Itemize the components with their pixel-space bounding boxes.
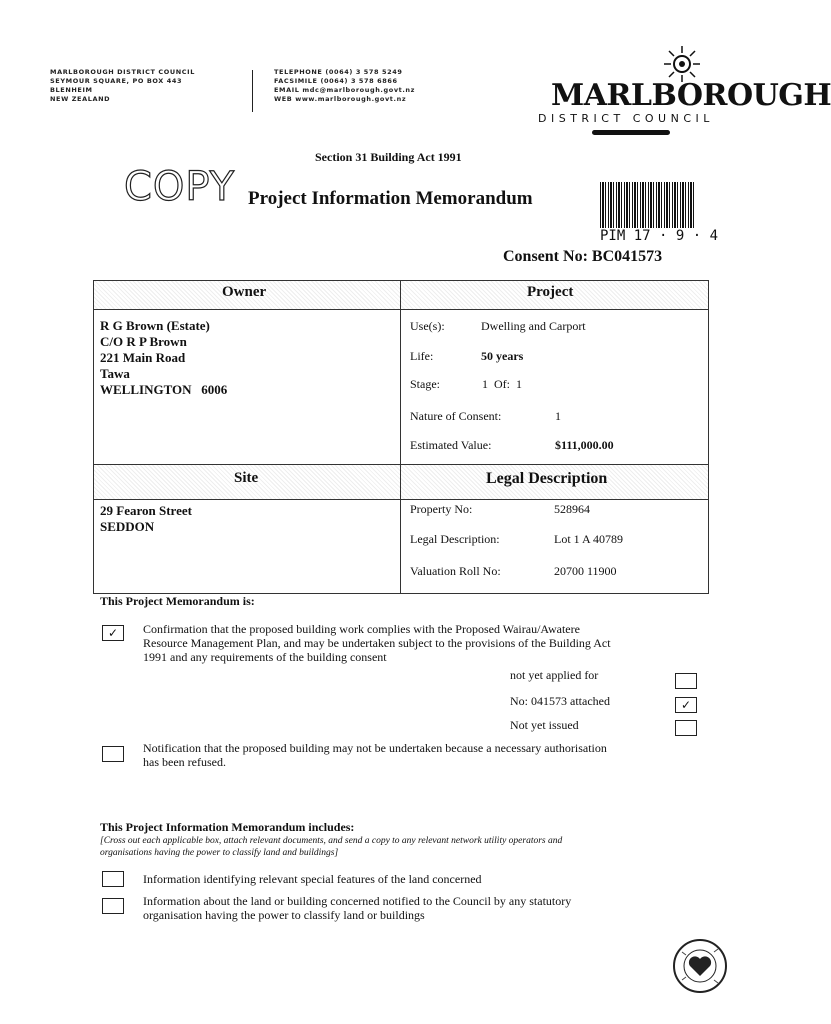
logo-swoosh xyxy=(592,130,670,135)
contact-phone: TELEPHONE (0064) 3 578 5249 xyxy=(274,68,403,76)
option-not-issued-label: Not yet issued xyxy=(510,718,579,732)
legal-header: Legal Description xyxy=(486,470,608,487)
section-heading: Section 31 Building Act 1991 xyxy=(315,150,462,164)
owner-city: WELLINGTON 6006 xyxy=(100,382,228,397)
legal-description-value: Lot 1 A 40789 xyxy=(554,532,624,546)
option-not-issued-checkbox[interactable] xyxy=(675,720,697,736)
owner-project-table xyxy=(93,280,709,466)
owner-care-of: C/O R P Brown xyxy=(100,334,187,349)
header-divider xyxy=(252,70,253,112)
option-not-applied-label: not yet applied for xyxy=(510,668,599,682)
confirmation-checkbox[interactable]: ✓ xyxy=(102,625,124,641)
includes-note xyxy=(100,835,562,859)
includes-heading: This Project Information Memorandum includes: xyxy=(100,820,355,834)
address-line: SEYMOUR SQUARE, PO BOX 443 xyxy=(50,77,183,85)
confirmation-line: 1991 and any requirements of the building consent xyxy=(143,650,387,664)
statutory-info-checkbox[interactable] xyxy=(102,898,124,914)
council-contact xyxy=(274,68,415,104)
contact-email: EMAIL mdc@marlborough.govt.nz xyxy=(274,86,416,94)
special-features-checkbox[interactable] xyxy=(102,871,124,887)
option-not-applied-checkbox[interactable] xyxy=(675,673,697,689)
notification-line: Notification that the proposed building may not be undertaken because a necessary authorisation xyxy=(143,741,607,755)
copy-stamp: COPY xyxy=(124,164,236,210)
statutory-info-text xyxy=(143,894,571,922)
consent-number: Consent No: BC041573 xyxy=(503,248,663,265)
valuation-roll-label: Valuation Roll No: xyxy=(410,564,501,578)
address-line: BLENHEIM xyxy=(50,86,93,94)
site-details xyxy=(100,503,192,535)
estimated-value-label: Estimated Value: xyxy=(410,438,492,452)
council-address xyxy=(50,68,195,104)
memo-heading: This Project Memorandum is: xyxy=(100,594,255,608)
uses-label: Use(s): xyxy=(410,319,445,333)
document-title: Project Information Memorandum xyxy=(248,188,533,209)
site-street: 29 Fearon Street xyxy=(100,503,192,518)
statutory-info-line: organisation having the power to classify land or buildings xyxy=(143,908,425,922)
site-legal-table xyxy=(93,464,709,594)
logo-subtitle: DISTRICT COUNCIL xyxy=(538,112,714,125)
address-line: NEW ZEALAND xyxy=(50,95,111,103)
stage-value: 1 Of: 1 xyxy=(482,377,522,391)
statutory-info-line: Information about the land or building concerned notified to the Council by any statutory xyxy=(143,894,572,908)
logo-wordmark: MARLBOROUGH xyxy=(551,78,831,113)
contact-web: WEB www.marlborough.govt.nz xyxy=(274,95,407,103)
table-divider xyxy=(400,281,401,465)
confirmation-line: Resource Management Plan, and may be undertaken subject to the provisions of the Building Act xyxy=(143,636,611,650)
nature-value: 1 xyxy=(555,409,561,423)
uses-value: Dwelling and Carport xyxy=(481,319,586,333)
owner-details xyxy=(100,318,227,398)
love-marlborough-seal-icon xyxy=(672,938,728,994)
owner-suburb: Tawa xyxy=(100,366,130,381)
site-town: SEDDON xyxy=(100,519,155,534)
notification-line: has been refused. xyxy=(143,755,226,769)
barcode xyxy=(600,182,696,228)
life-value: 50 years xyxy=(481,349,524,363)
barcode-label: PIM 17 · 9 · 4 xyxy=(600,228,719,244)
nature-label: Nature of Consent: xyxy=(410,409,502,423)
owner-name: R G Brown (Estate) xyxy=(100,318,210,333)
includes-note-line: [Cross out each applicable box, attach relevant documents, and send a copy to any relevant network utility operators and xyxy=(100,836,563,846)
includes-note-line: organisations having the power to classify land and buildings] xyxy=(100,848,339,858)
address-line: MARLBOROUGH DISTRICT COUNCIL xyxy=(50,68,195,76)
notification-checkbox[interactable] xyxy=(102,746,124,762)
special-features-text: Information identifying relevant special features of the land concerned xyxy=(143,872,482,886)
property-no-value: 528964 xyxy=(554,502,590,516)
estimated-value: $111,000.00 xyxy=(555,438,614,452)
notification-text xyxy=(143,741,607,769)
legal-description-label: Legal Description: xyxy=(410,532,500,546)
stage-label: Stage: xyxy=(410,377,440,391)
property-no-label: Property No: xyxy=(410,502,473,516)
valuation-roll-value: 20700 11900 xyxy=(554,564,617,578)
option-attached-checkbox[interactable]: ✓ xyxy=(675,697,697,713)
confirmation-line: Confirmation that the proposed building work complies with the Proposed Wairau/Awatere xyxy=(143,622,580,636)
contact-fax: FACSIMILE (0064) 3 578 6866 xyxy=(274,77,398,85)
owner-street: 221 Main Road xyxy=(100,350,186,365)
confirmation-text xyxy=(143,622,611,664)
option-attached-label: No: 041573 attached xyxy=(510,694,610,708)
site-header: Site xyxy=(234,470,259,486)
life-label: Life: xyxy=(410,349,434,363)
project-header: Project xyxy=(527,284,574,300)
owner-header: Owner xyxy=(222,284,267,300)
table-divider xyxy=(400,465,401,593)
